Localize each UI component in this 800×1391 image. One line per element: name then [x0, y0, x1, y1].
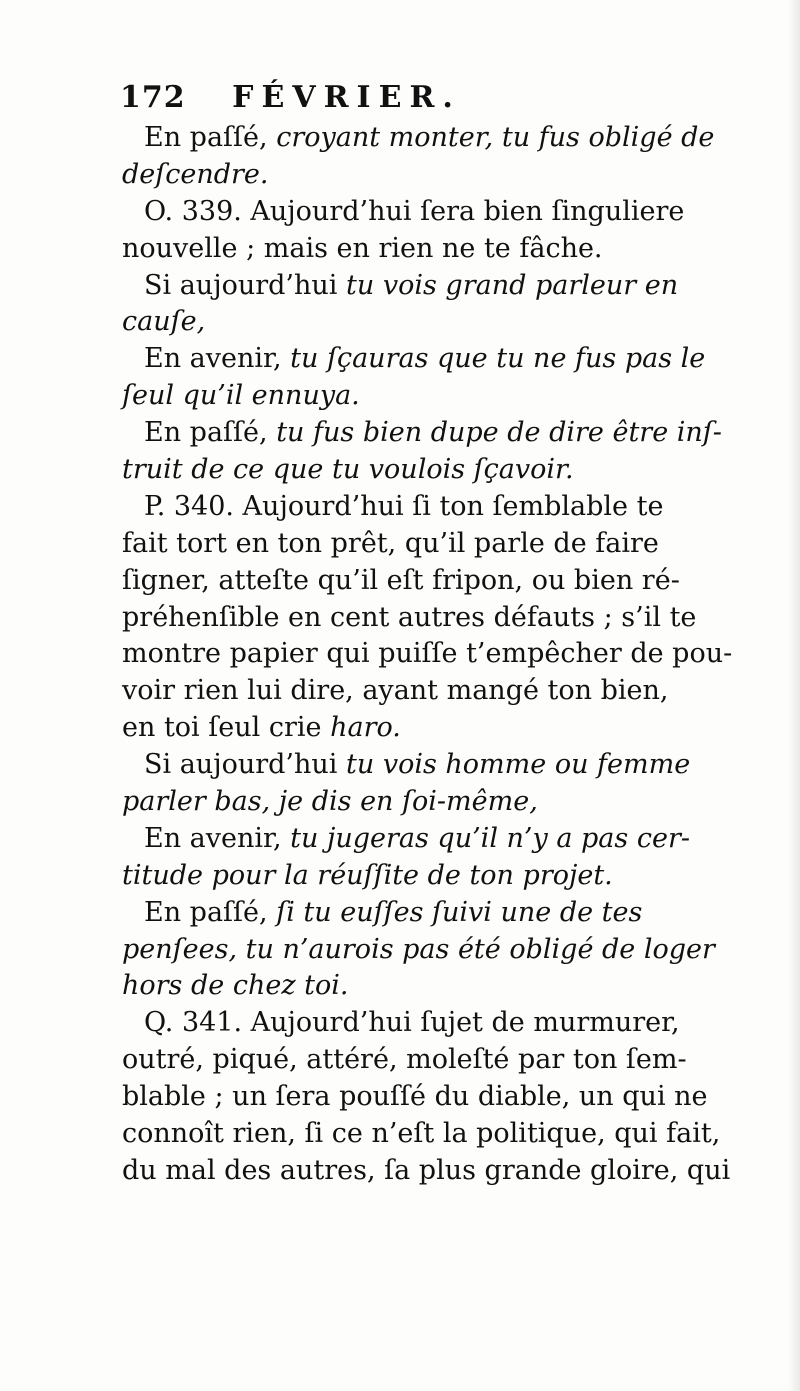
italic-segment: penſees, tu n’aurois pas été obligé de loger	[122, 933, 715, 965]
roman-segment: En paſſé,	[144, 122, 277, 153]
roman-segment: fait tort en ton prêt, qu’il parle de faire	[122, 527, 659, 559]
text-line	[122, 1005, 742, 1042]
roman-segment: du mal des autres, ſa plus grande gloire, qui	[122, 1154, 731, 1186]
roman-segment: préhenſible en cent autres défauts ; s’il te	[122, 601, 697, 633]
italic-segment: truit de ce que tu voulois ſçavoir.	[122, 454, 574, 486]
roman-segment: En avenir,	[144, 343, 291, 375]
text-line	[122, 194, 742, 231]
text-line	[122, 415, 742, 452]
text-line	[122, 673, 742, 710]
text-line	[122, 231, 742, 268]
text-line	[122, 600, 742, 637]
text-line	[122, 821, 742, 858]
text-line	[122, 710, 742, 747]
text-line	[122, 268, 742, 305]
roman-segment: Q. 341. Aujourd’hui ſujet de murmurer,	[144, 1007, 680, 1039]
text-line	[122, 968, 742, 1005]
italic-segment: hors de chez toi.	[122, 970, 349, 1002]
roman-segment: En avenir,	[144, 822, 291, 854]
roman-segment: En paſſé,	[144, 417, 277, 449]
text-line	[122, 932, 742, 969]
italic-segment: tu vois grand parleur en	[346, 269, 679, 301]
roman-segment: P. 340. Aujourd’hui ſi ton ſemblable te	[144, 490, 664, 522]
italic-segment: tu ſçauras que tu ne fus pas le	[290, 343, 706, 375]
page-edge-shadow	[788, 0, 800, 1391]
roman-segment: voir rien lui dire, ayant mangé ton bien,	[122, 675, 669, 707]
text-line	[122, 858, 742, 895]
roman-segment: ſigner, atteſte qu’il eſt fripon, ou bien ré-	[122, 564, 680, 596]
italic-segment: titude pour la réuſſite de ton projet.	[122, 859, 613, 891]
italic-segment: deſcendre.	[122, 158, 269, 190]
text-line	[122, 784, 742, 821]
roman-segment: En paſſé,	[144, 896, 277, 928]
italic-segment: croyant monter, tu fus obligé de	[276, 122, 715, 153]
roman-segment: en toi ſeul crie	[122, 712, 331, 744]
text-line	[122, 563, 742, 600]
roman-segment: Si aujourd’hui	[144, 269, 346, 301]
text-line	[122, 157, 742, 194]
italic-segment: tu jugeras qu’il n’y a pas cer-	[290, 822, 690, 854]
running-head	[120, 80, 461, 115]
body-text	[122, 120, 742, 1190]
roman-segment: montre papier qui puiſſe t’empêcher de pou-	[122, 638, 733, 670]
roman-segment: nouvelle ; mais en rien ne te fâche.	[122, 232, 603, 264]
roman-segment: Si aujourd’hui	[144, 749, 346, 781]
italic-segment: tu fus bien dupe de dire être inſ-	[276, 417, 722, 449]
italic-segment: ſeul qu’il ennuya.	[122, 380, 360, 412]
italic-segment: tu vois homme ou femme	[346, 749, 691, 781]
roman-segment: outré, piqué, attéré, moleſté par ton ſem-	[122, 1044, 687, 1076]
text-line	[122, 747, 742, 784]
text-line	[122, 378, 742, 415]
text-line	[122, 489, 742, 526]
text-line	[122, 304, 742, 341]
roman-segment: connoît rien, ſi ce n’eſt la politique, qui fait,	[122, 1118, 721, 1150]
text-line	[122, 636, 742, 673]
page-number: 172	[120, 80, 186, 115]
text-line	[122, 1042, 742, 1079]
text-line	[122, 1153, 742, 1190]
text-line	[122, 341, 742, 378]
text-line	[122, 895, 742, 932]
running-title: FÉVRIER.	[232, 80, 461, 115]
text-line	[122, 526, 742, 563]
italic-segment: haro.	[330, 712, 401, 744]
text-line	[122, 452, 742, 489]
roman-segment: O. 339. Aujourd’hui ſera bien ſinguliere	[144, 195, 685, 227]
text-line	[122, 1116, 742, 1153]
italic-segment: parler bas, je dis en ſoi-même,	[122, 786, 538, 818]
roman-segment: blable ; un ſera pouſſé du diable, un qui ne	[122, 1081, 708, 1113]
text-line	[122, 1079, 742, 1116]
italic-segment: ſi tu euſſes ſuivi une de tes	[276, 896, 643, 928]
italic-segment: cauſe,	[122, 306, 206, 338]
text-line	[122, 120, 742, 157]
